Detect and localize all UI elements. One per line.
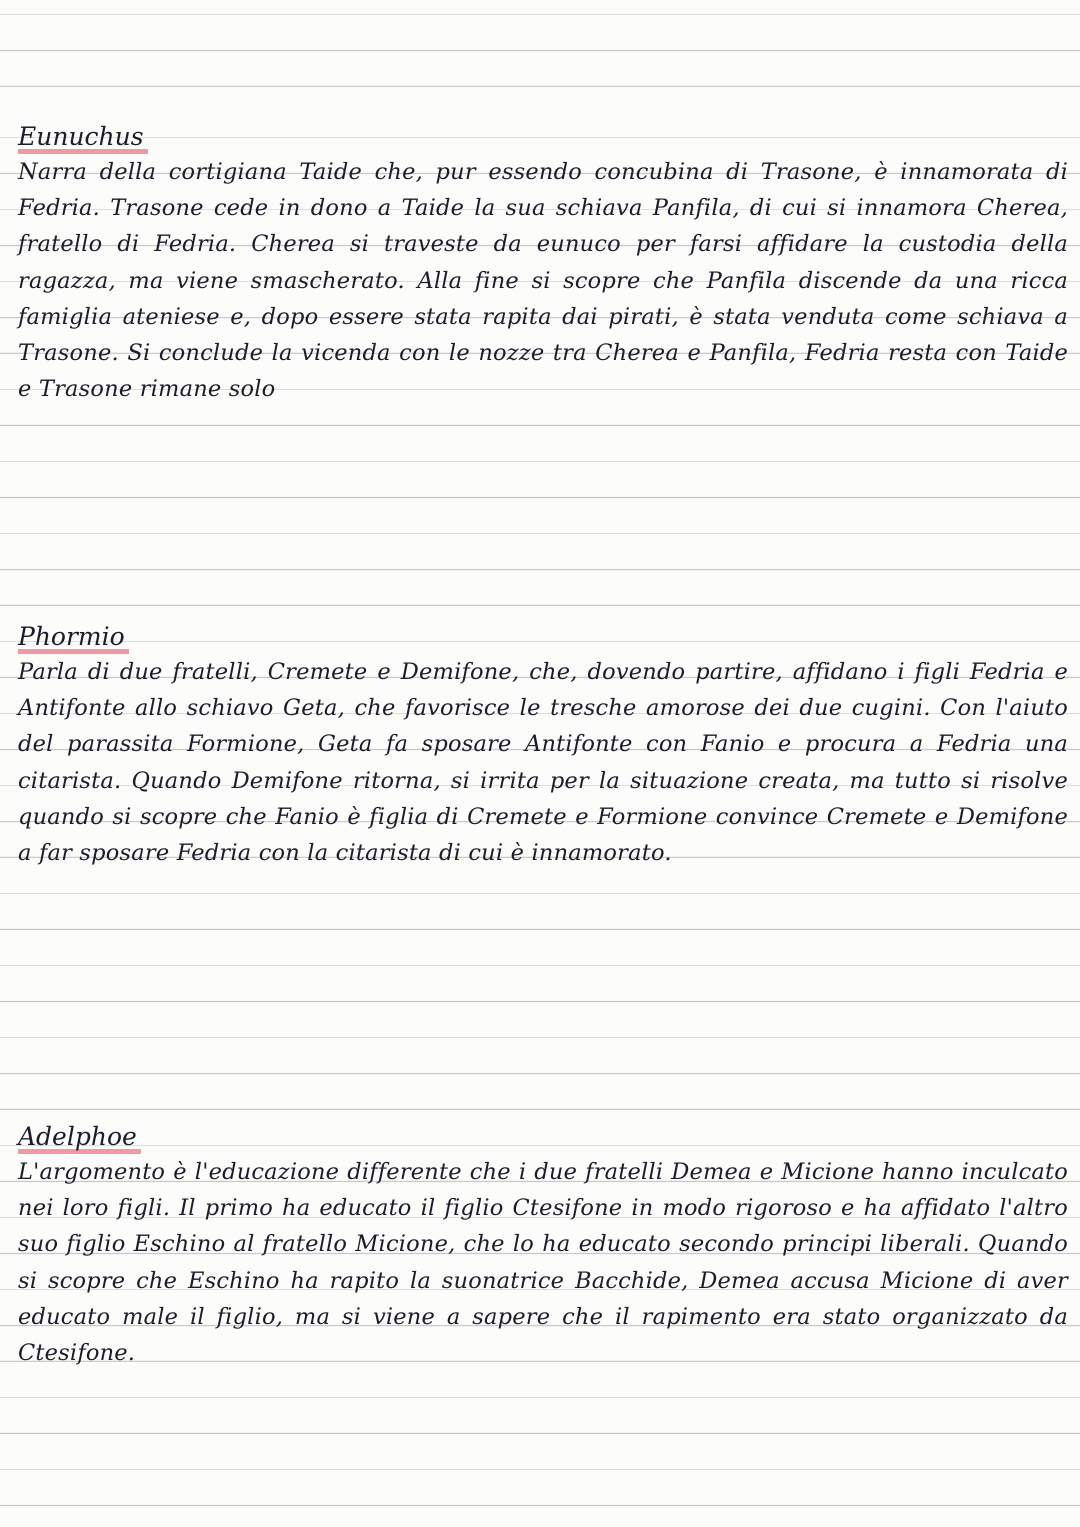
section-phormio	[18, 620, 1068, 871]
section-title: Adelphoe	[18, 1120, 141, 1154]
section-text: Narra della cortigiana Taide che, pur essendo concubina di Trasone, è innamorata di Fedria. Trasone cede in dono a Taide la sua schiava Panfila, di cui si innamora Cherea, fratello di Fedria. Cherea si traveste da eunuco per farsi affidare la custodia della ragazza, ma viene smascherato. Alla fine si scopre che Panfila discende da una ricca famiglia ateniese e, dopo essere stata rapita dai pirati, è stata venduta come schiava a Trasone. Si conclude la vicenda con le nozze tra Cherea e Panfila, Fedria resta con Taide e Trasone rimane solo	[18, 159, 1068, 403]
section-adelphoe	[18, 1120, 1068, 1371]
section-title: Phormio	[18, 620, 129, 654]
section-title: Eunuchus	[18, 120, 148, 154]
section-text: Parla di due fratelli, Cremete e Demifone, che, dovendo partire, affidano i figli Fedria e Antifonte allo schiavo Geta, che favorisce le tresche amorose dei due cugini. Con l'aiuto del parassita Formione, Geta fa sposare Antifonte con Fanio e procura a Fedria una citarista. Quando Demifone ritorna, si irrita per la situazione creata, ma tutto si risolve quando si scopre che Fanio è figlia di Cremete e Formione convince Cremete e Demifone a far sposare Fedria con la citarista di cui è innamorato.	[18, 659, 1068, 867]
section-text: L'argomento è l'educazione differente che i due fratelli Demea e Micione hanno inculcato nei loro figli. Il primo ha educato il figlio Ctesifone in modo rigoroso e ha affidato l'altro suo figlio Eschino al fratello Micione, che lo ha educato secondo principi liberali. Quando si scopre che Eschino ha rapito la suonatrice Bacchide, Demea accusa Micione di aver educato male il figlio, ma si viene a sapere che il rapimento era stato organizzato da Ctesifone.	[18, 1159, 1068, 1367]
section-eunuchus	[18, 120, 1068, 407]
